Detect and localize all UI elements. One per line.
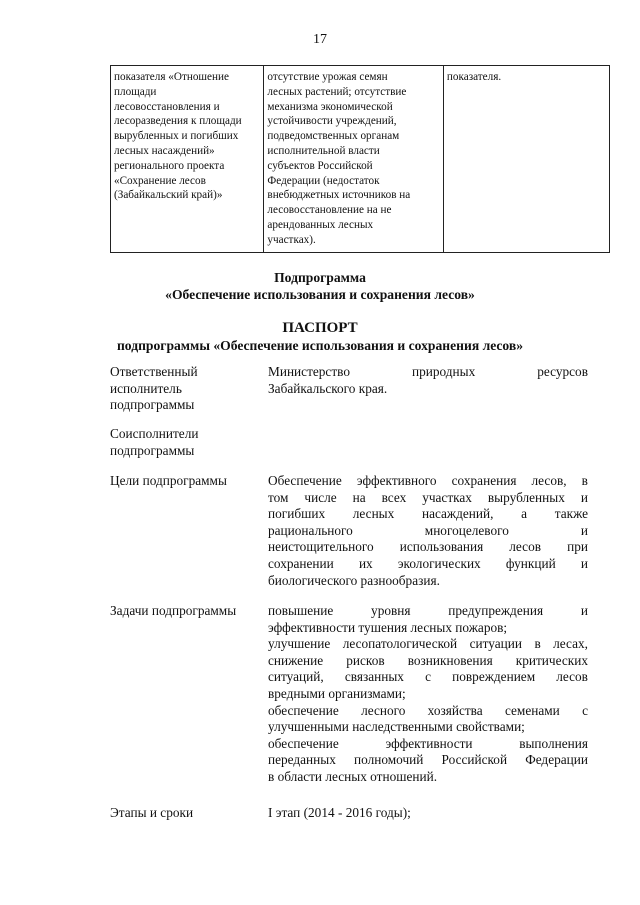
value-line: в области лесных отношений. <box>268 768 438 784</box>
value-line: улучшение лесопатологической ситуации в лесах, <box>268 636 588 652</box>
label-line: исполнитель <box>110 380 182 396</box>
label-line: Соисполнители <box>110 426 199 441</box>
passport-heading <box>0 320 640 354</box>
coexecutors-label <box>110 426 260 459</box>
cell-line: вырубленных и погибших <box>114 130 239 143</box>
passport-title: ПАСПОРТ <box>282 320 358 336</box>
cell-line: лесных насаждений» <box>114 144 215 157</box>
cell-line: отсутствие урожая семян <box>267 71 388 83</box>
value-line: Министерство природных ресурсов <box>268 364 588 379</box>
value-line: обеспечение эффективности выполнения <box>268 735 588 751</box>
label-line: подпрограммы <box>110 397 195 413</box>
value-line: неистощительного использования лесов при <box>268 539 588 555</box>
value-line: вредными организмами; <box>268 685 406 701</box>
table-row <box>111 66 610 253</box>
value-line: переданных полномочий Российской Федерации <box>268 752 588 768</box>
cell-line: показателя. <box>446 71 502 83</box>
cell-line: регионального проекта <box>114 159 225 172</box>
value-line: сохранении их экологических функций и <box>268 555 588 571</box>
goals-label: Цели подпрограммы <box>110 473 227 488</box>
label-line: подпрограммы <box>110 442 195 458</box>
cell-line: подведомственных органам <box>267 130 400 143</box>
cell-line: лесовосстановление на не <box>267 204 392 217</box>
cell-line: площади <box>114 85 157 98</box>
cell-line: участках). <box>267 233 316 246</box>
cell-line: внебюджетных источников на <box>267 189 411 202</box>
value-line: повышение уровня предупреждения и <box>268 603 588 618</box>
tasks-value <box>268 603 588 786</box>
cell-line: субъектов Российской <box>267 159 373 172</box>
cell-line: механизма экономической <box>267 100 393 113</box>
value-line: снижение рисков возникновения критических <box>268 652 588 668</box>
tasks-label: Задачи подпрограммы <box>110 603 237 618</box>
goals-value <box>268 473 588 589</box>
cell-line: показателя «Отношение <box>114 71 229 83</box>
table-cell-measures <box>443 66 609 253</box>
cell-line: «Сохранение лесов <box>114 174 206 187</box>
cell-line: арендованных лесных <box>267 218 374 231</box>
label-line: Ответственный <box>110 364 198 379</box>
value-line: ситуаций, связанных с повреждением лесов <box>268 669 588 685</box>
value-line: улучшенными наследственными свойствами; <box>268 719 525 735</box>
cell-line: исполнительной власти <box>267 144 380 157</box>
table-cell-indicator <box>111 66 264 253</box>
value-line: рационального многоцелевого и <box>268 522 588 538</box>
table-cell-risks <box>264 66 443 253</box>
subprogram-heading-line: «Обеспечение использования и сохранения лесов» <box>165 287 475 302</box>
value-line: обеспечение лесного хозяйства семенами с <box>268 702 588 718</box>
stages-label: Этапы и сроки <box>110 805 194 820</box>
subprogram-heading <box>0 269 640 303</box>
cell-line: лесовосстановления и <box>114 100 220 113</box>
cell-line: лесных растений; отсутствие <box>267 85 407 98</box>
value-line: Обеспечение эффективного сохранения лесов, в <box>268 473 588 488</box>
cell-line: (Забайкальский край)» <box>114 189 223 202</box>
value-line: Забайкальского края. <box>268 380 388 396</box>
executor-label <box>110 364 260 414</box>
stages-value: I этап (2014 - 2016 годы); <box>268 805 411 820</box>
value-line: погибших лесных насаждений, а также <box>268 506 588 522</box>
executor-value <box>268 364 588 397</box>
cell-line: лесоразведения к площади <box>114 115 242 128</box>
value-line: эффективности тушения лесных пожаров; <box>268 619 508 635</box>
page-number: 17 <box>313 32 327 47</box>
value-line: биологического разнообразия. <box>268 572 440 588</box>
cell-line: Федерации (недостаток <box>267 174 380 187</box>
cell-line: устойчивости учреждений, <box>267 115 397 128</box>
continuation-table <box>110 65 610 253</box>
subprogram-heading-line: Подпрограмма <box>274 270 366 285</box>
value-line: том числе на всех участках вырубленных и <box>268 489 588 505</box>
passport-subtitle: подпрограммы «Обеспечение использования и сохранения лесов» <box>116 338 524 353</box>
